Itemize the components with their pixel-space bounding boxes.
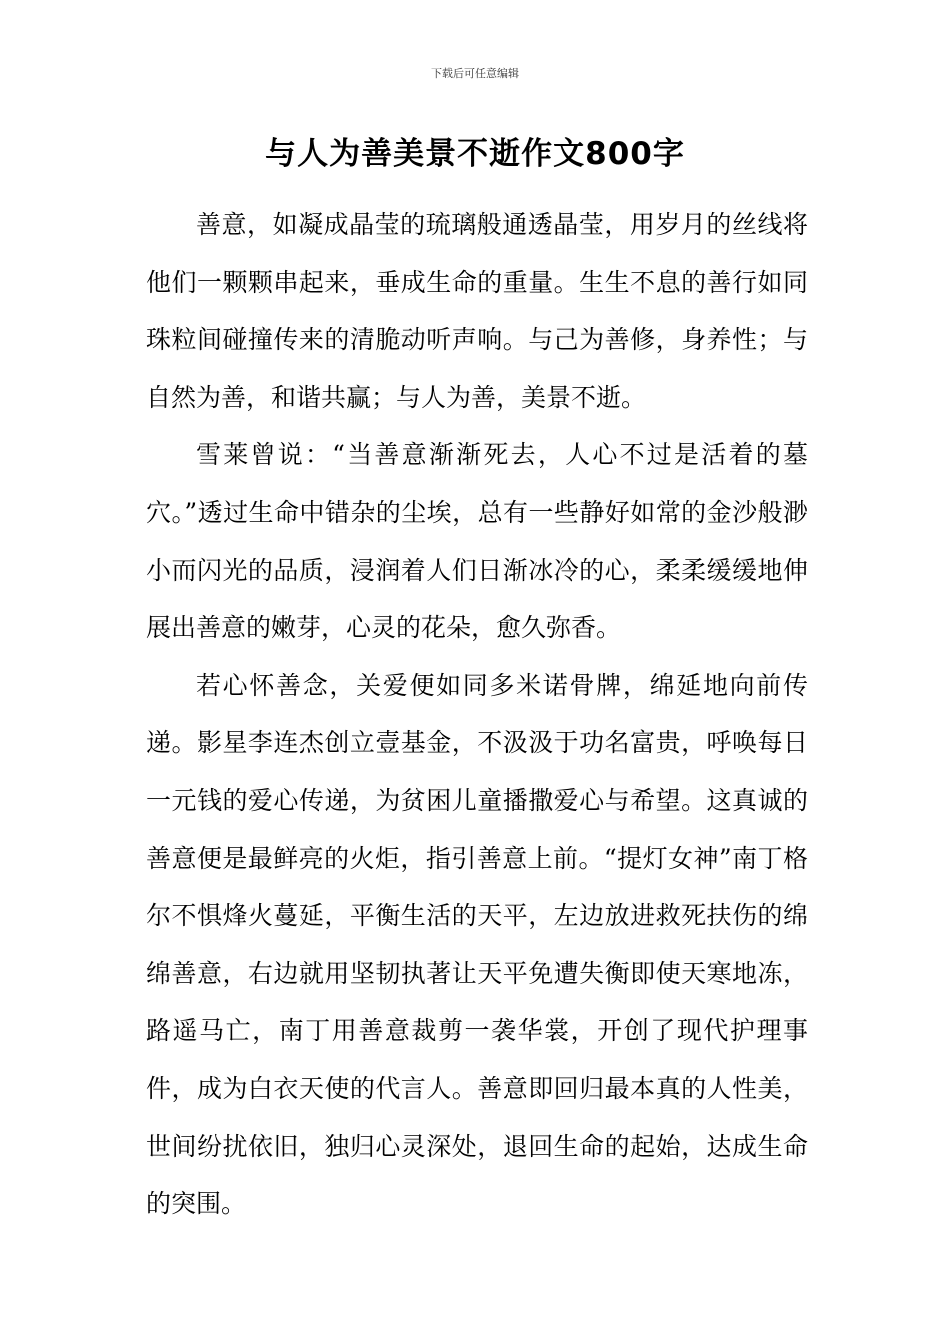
document-title: 与人为善美景不逝作文800字 [265, 136, 685, 172]
document-body [146, 196, 808, 1233]
paragraph: 雪莱曾说：“当善意渐渐死去，人心不过是活着的墓穴。”透过生命中错杂的尘埃，总有一些静好如常的金沙般渺小而闪光的品质，浸润着人们日渐冰冷的心，柔柔缓缓地伸展出善意的嫩芽，心灵的花朵，愈久弥香。 [146, 440, 808, 643]
paragraph: 若心怀善念，关爱便如同多米诺骨牌，绵延地向前传递。影星李连杰创立壹基金，不汲汲于功名富贵，呼唤每日一元钱的爱心传递，为贫困儿童播撒爱心与希望。这真诚的善意便是最鲜亮的火炬，指引善意上前。“提灯女神”南丁格尔不惧烽火蔓延，平衡生活的天平，左边放进救死扶伤的绵绵善意，右边就用坚韧执著让天平免遭失衡即使天寒地冻，路遥马亡，南丁用善意裁剪一袭华裳，开创了现代护理事件，成为白衣天使的代言人。善意即回归最本真的人性美，世间纷扰依旧，独归心灵深处，退回生命的起始，达成生命的突围。 [146, 670, 808, 1219]
header-note: 下载后可任意编辑 [431, 67, 519, 80]
paragraph: 善意，如凝成晶莹的琉璃般通透晶莹，用岁月的丝线将他们一颗颗串起来，垂成生命的重量。生生不息的善行如同珠粒间碰撞传来的清脆动听声响。与己为善修，身养性；与自然为善，和谐共赢；与人为善，美景不逝。 [146, 210, 808, 412]
